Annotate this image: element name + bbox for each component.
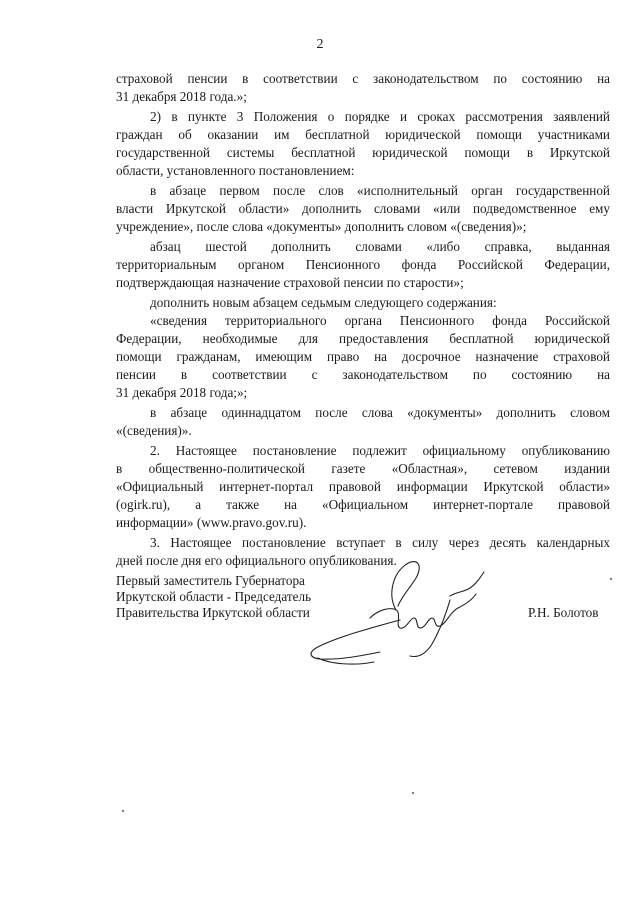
body-line: «(сведения)». — [116, 423, 192, 438]
body-line: 31 декабря 2018 года;»; — [116, 385, 248, 400]
body-line: «сведения территориального органа Пенсионного фонда Российской — [150, 313, 610, 328]
body-line: 2) в пункте 3 Положения о порядке и сроках рассмотрения заявлений — [150, 109, 610, 124]
body-line: в абзаце первом после слов «исполнительный орган государственной — [150, 183, 610, 198]
body-line: государственной системы бесплатной юридической помощи в Иркутской — [116, 145, 610, 160]
body-line: 2. Настоящее постановление подлежит официальному опубликованию — [150, 443, 610, 458]
body-line: Федерации, необходимые для предоставления бесплатной юридической — [116, 331, 610, 346]
signer-position-line: Первый заместитель Губернатора — [116, 573, 305, 588]
body-line: 3. Настоящее постановление вступает в силу через десять календарных — [150, 535, 610, 550]
body-line: информации» (www.pravo.gov.ru). — [116, 515, 307, 530]
body-line: подтверждающая назначение страховой пенсии по старости»; — [116, 275, 464, 290]
body-line: страховой пенсии в соответствии с законодательством по состоянию на — [116, 71, 610, 86]
body-line: пенсии в соответствии с законодательством по состоянию на — [116, 367, 610, 382]
body-line: учреждение», после слова «документы» дополнить словом «(сведения)»; — [116, 219, 527, 234]
body-line: помощи гражданам, имеющим право на досрочное назначение страховой — [116, 349, 610, 364]
signer-name: Р.Н. Болотов — [528, 605, 599, 620]
body-line: абзац шестой дополнить словами «либо справка, выданная — [150, 239, 610, 254]
body-line: граждан об оказании им бесплатной юридической помощи участниками — [116, 127, 610, 142]
body-line: «Официальный интернет-портал правовой информации Иркутской области» — [116, 479, 610, 494]
body-line: территориальным органом Пенсионного фонда Российской Федерации, — [116, 257, 610, 272]
body-line: 31 декабря 2018 года.»; — [116, 89, 247, 104]
body-line: дополнить новым абзацем седьмым следующего содержания: — [150, 295, 497, 310]
body-line: (ogirk.ru), а также на «Официальном интернет-портале правовой — [116, 497, 610, 512]
page-number: 2 — [316, 37, 324, 52]
signer-position-line: Иркутской области - Председатель — [116, 589, 312, 604]
body-line: в абзаце одиннадцатом после слова «документы» дополнить словом — [150, 405, 610, 420]
body-line: в общественно-политической газете «Областная», сетевом издании — [116, 461, 610, 476]
body-line: власти Иркутской области» дополнить словами «или подведомственное ему — [116, 201, 610, 216]
body-line: области, установленного постановлением: — [116, 163, 355, 178]
scan-speck — [122, 810, 124, 812]
handwritten-signature — [300, 548, 490, 673]
scan-speck — [412, 792, 414, 794]
scan-speck — [610, 578, 612, 580]
body-line: дней после дня его официального опубликования. — [116, 553, 397, 568]
signer-position-line: Правительства Иркутской области — [116, 605, 310, 620]
